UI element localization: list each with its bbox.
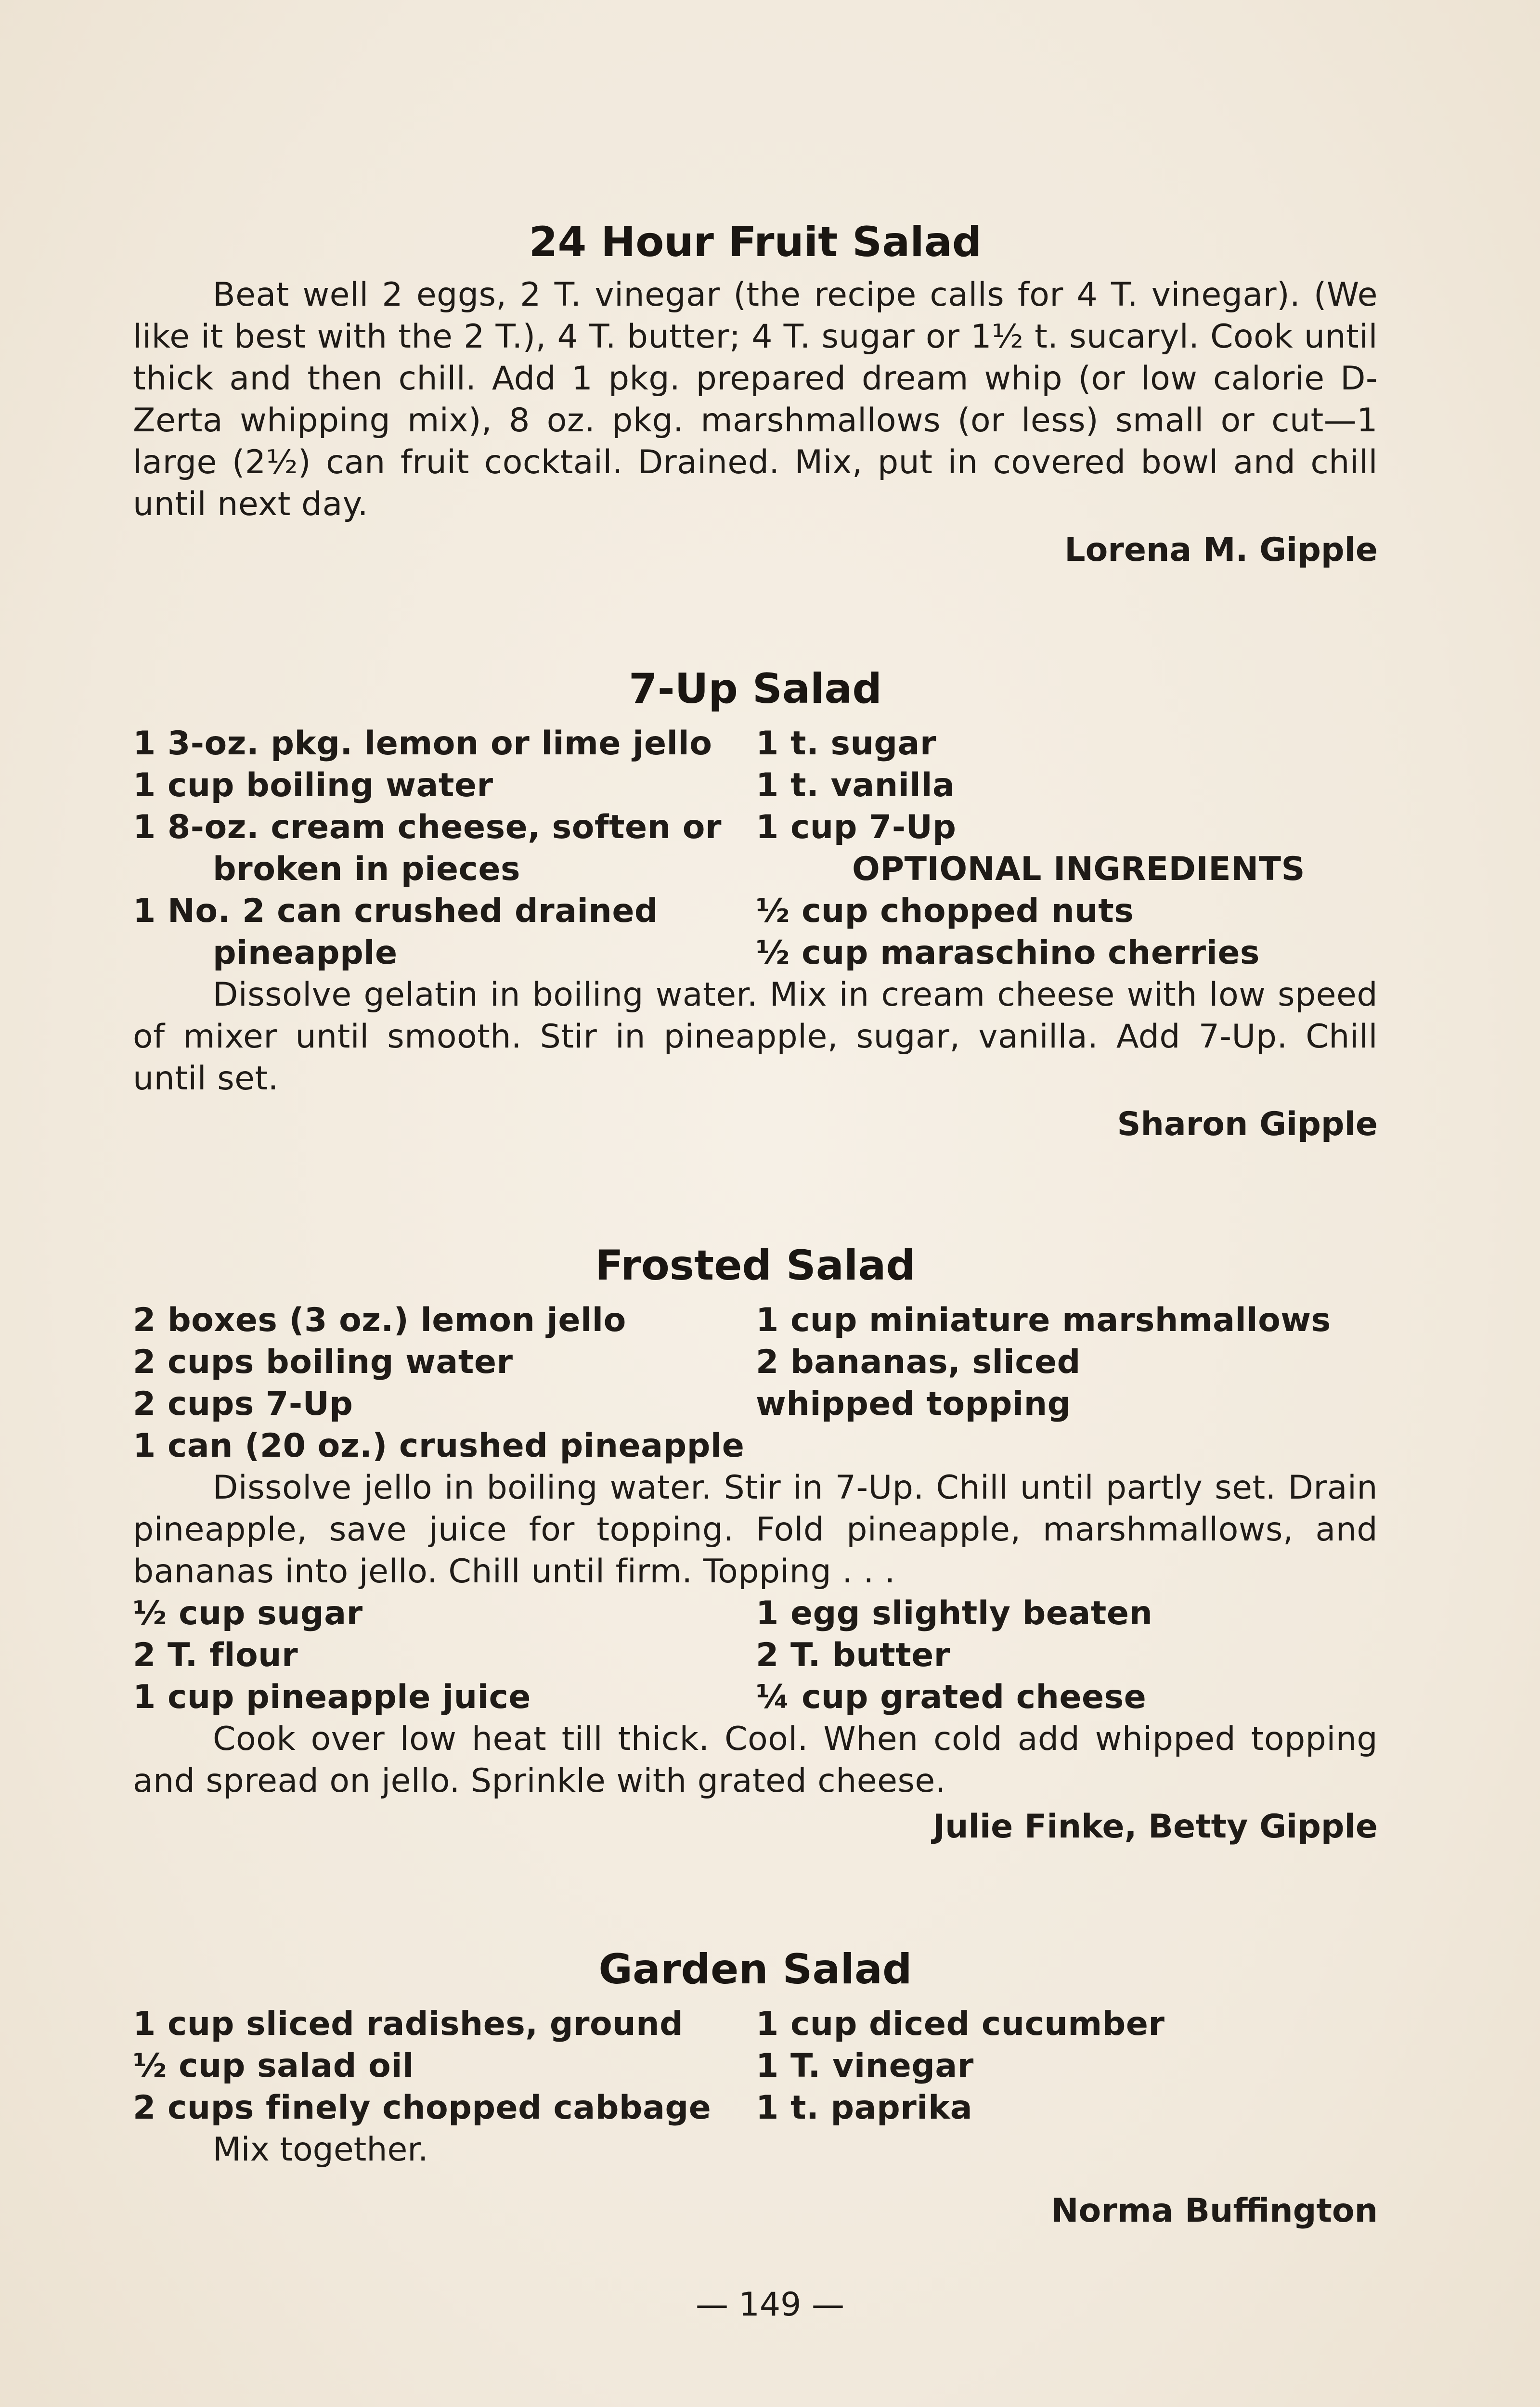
ingredient-item: ¼ cup grated cheese [756, 1678, 1147, 1717]
ingredient-item: 1 8-oz. cream cheese, soften or [133, 808, 722, 847]
ingredient-item: 2 T. flour [133, 1636, 298, 1675]
ingredient-item: whipped topping [756, 1385, 1071, 1423]
recipe-title: 7-Up Salad [629, 665, 882, 713]
ingredient-item: ½ cup chopped nuts [756, 892, 1134, 931]
ingredient-item: 1 cup diced cucumber [756, 2005, 1165, 2044]
ingredient-item: 1 cup boiling water [133, 766, 493, 805]
ingredient-item: ½ cup maraschino cherries [756, 934, 1260, 972]
ingredient-column-right [756, 1592, 1378, 1718]
ingredient-item: 1 cup miniature marshmallows [756, 1301, 1331, 1340]
ingredient-column-left [133, 1592, 756, 1718]
optional-ingredients-heading: OPTIONAL INGREDIENTS [852, 850, 1305, 889]
ingredient-column-left [133, 723, 756, 974]
ingredient-item: 1 cup pineapple juice [133, 1678, 531, 1717]
ingredient-column-right [756, 723, 1378, 974]
recipe-author: Julie Finke, Betty Gipple [932, 1808, 1378, 1846]
ingredient-item: 2 bananas, sliced [756, 1343, 1081, 1382]
recipe-title: Frosted Salad [595, 1242, 916, 1290]
ingredient-column-left [133, 1299, 756, 1467]
ingredient-item: 1 No. 2 can crushed drained [133, 892, 659, 931]
ingredient-item: 1 cup sliced radishes, ground [133, 2005, 684, 2044]
recipe-title: 24 Hour Fruit Salad [529, 218, 982, 266]
ingredient-item: 1 can (20 oz.) crushed pineapple [133, 1427, 745, 1465]
recipe-instructions: Beat well 2 eggs, 2 T. vinegar (the recipe calls for 4 T. vinegar). (We like it best with the 2 T.), 4 T. butter; 4 T. sugar or 1½ t. sucaryl. Cook until thick and then chill. Add 1 pkg. prepared dream whip (or low calorie D-Zerta whipping mix), 8 oz. pkg. marshmallows (or less) small or cut—1 large (2½) can fruit cocktail. Drained. Mix, put in covered bowl and chill until next day. [133, 276, 1378, 524]
ingredient-item: 1 t. sugar [756, 725, 936, 763]
recipe-instructions: Dissolve gelatin in boiling water. Mix in cream cheese with low speed of mixer until smooth. Stir in pineapple, sugar, vanilla. Add 7-Up. Chill until set. [133, 976, 1378, 1098]
ingredient-item: 2 T. butter [756, 1636, 950, 1675]
ingredient-item: 2 cups boiling water [133, 1343, 513, 1382]
recipe-garden-salad [133, 1945, 1378, 2232]
recipe-7-up-salad [133, 664, 1378, 1145]
ingredient-item: 1 egg slightly beaten [756, 1594, 1153, 1633]
ingredient-item: 1 t. paprika [756, 2089, 973, 2127]
ingredient-item: 1 3-oz. pkg. lemon or lime jello [133, 725, 712, 763]
recipe-author: Lorena M. Gipple [1064, 531, 1378, 569]
ingredient-item: 2 boxes (3 oz.) lemon jello [133, 1301, 626, 1340]
ingredient-item: ½ cup sugar [133, 1594, 363, 1633]
ingredient-item: 1 cup 7-Up [756, 808, 957, 847]
topping-instructions: Cook over low heat till thick. Cool. When cold add whipped topping and spread on jello. Sprinkle with grated cheese. [133, 1720, 1378, 1800]
ingredient-list [133, 1299, 1378, 1467]
ingredient-column-right [756, 1299, 1378, 1467]
ingredient-item: 1 t. vanilla [756, 766, 955, 805]
recipe-instructions: Dissolve jello in boiling water. Stir in 7-Up. Chill until partly set. Drain pineapple, save juice for topping. Fold pineapple, marshmallows, and bananas into jello. Chill until firm. Topping . . . [133, 1469, 1378, 1591]
ingredient-list [133, 2003, 1378, 2129]
page-number: — 149 — [695, 2286, 845, 2324]
recipe-title: Garden Salad [598, 1945, 912, 1993]
recipe-author: Sharon Gipple [1117, 1105, 1378, 1144]
ingredient-item: 1 T. vinegar [756, 2047, 974, 2085]
ingredient-column-right [756, 2003, 1378, 2129]
ingredient-item: 2 cups finely chopped cabbage [133, 2089, 712, 2127]
recipe-frosted-salad [133, 1241, 1378, 1848]
ingredient-list [133, 723, 1378, 974]
ingredient-column-left [133, 2003, 756, 2129]
ingredient-item: 2 cups 7-Up [133, 1385, 353, 1423]
recipe-instructions: Mix together. [213, 2131, 428, 2169]
ingredient-item: ½ cup salad oil [133, 2047, 414, 2085]
ingredient-item: pineapple [213, 934, 398, 972]
recipe-author: Norma Buffington [1051, 2192, 1378, 2230]
recipe-24-hour-fruit-salad [133, 218, 1378, 571]
topping-ingredient-list [133, 1592, 1378, 1718]
ingredient-item: broken in pieces [213, 850, 520, 889]
